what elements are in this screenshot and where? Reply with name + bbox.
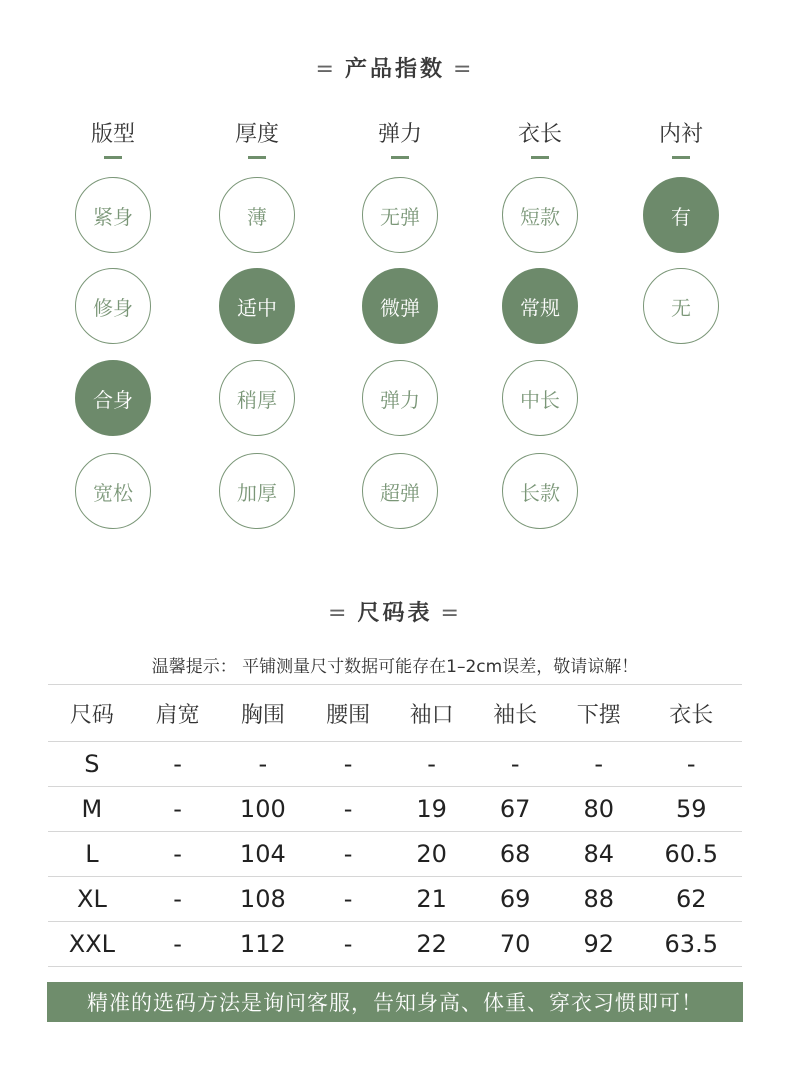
- attribute-option: 弹力: [362, 360, 438, 436]
- title-decoration: =: [440, 601, 462, 626]
- attribute-option-selected: 适中: [219, 268, 295, 344]
- size-value-cell: -: [306, 742, 390, 787]
- header-underline: [672, 156, 690, 159]
- attribute-option: 薄: [219, 177, 295, 253]
- product-index-title-text: 产品指数: [344, 57, 445, 82]
- size-value-cell: -: [641, 742, 743, 787]
- size-value-cell: -: [136, 877, 220, 922]
- size-table-header-cell: 袖口: [390, 685, 474, 742]
- size-value-cell: 63.5: [641, 922, 743, 967]
- attribute-header: 弹力: [377, 122, 422, 147]
- header-underline: [391, 156, 409, 159]
- size-value-cell: 60.5: [641, 832, 743, 877]
- size-table-header-cell: 袖长: [473, 685, 557, 742]
- size-value-cell: 68: [473, 832, 557, 877]
- attribute-option: 超弹: [362, 453, 438, 529]
- attribute-header: 版型: [90, 122, 135, 147]
- attribute-option: 长款: [502, 453, 578, 529]
- attribute-option: 紧身: [75, 177, 151, 253]
- size-value-cell: 21: [390, 877, 474, 922]
- attribute-column: [207, 118, 307, 159]
- header-underline: [248, 156, 266, 159]
- title-decoration: =: [315, 57, 337, 82]
- size-table-header-cell: 肩宽: [136, 685, 220, 742]
- size-value-cell: 112: [219, 922, 306, 967]
- size-table-header-cell: 衣长: [641, 685, 743, 742]
- size-value-cell: -: [557, 742, 641, 787]
- title-decoration: =: [328, 601, 350, 626]
- size-value-cell: 70: [473, 922, 557, 967]
- table-row: [48, 877, 742, 922]
- attribute-header: 衣长: [517, 122, 562, 147]
- attribute-option: 稍厚: [219, 360, 295, 436]
- header-underline: [531, 156, 549, 159]
- table-row: [48, 742, 742, 787]
- attribute-header: 厚度: [234, 122, 279, 147]
- size-value-cell: -: [219, 742, 306, 787]
- attribute-header: 内衬: [658, 122, 703, 147]
- attribute-option-selected: 合身: [75, 360, 151, 436]
- size-value-cell: 104: [219, 832, 306, 877]
- attribute-option: 短款: [502, 177, 578, 253]
- title-decoration: =: [453, 57, 475, 82]
- size-value-cell: 22: [390, 922, 474, 967]
- size-value-cell: 59: [641, 787, 743, 832]
- size-label-cell: S: [48, 742, 136, 787]
- table-row: [48, 922, 742, 967]
- size-value-cell: 62: [641, 877, 743, 922]
- attribute-option: 中长: [502, 360, 578, 436]
- size-value-cell: -: [136, 742, 220, 787]
- size-value-cell: -: [306, 787, 390, 832]
- size-label-cell: M: [48, 787, 136, 832]
- size-chart-title: [0, 596, 790, 627]
- size-table: [48, 684, 742, 967]
- size-value-cell: -: [306, 877, 390, 922]
- size-table-header-cell: 尺码: [48, 685, 136, 742]
- size-value-cell: 19: [390, 787, 474, 832]
- table-row: [48, 832, 742, 877]
- attribute-option: 宽松: [75, 453, 151, 529]
- size-value-cell: 67: [473, 787, 557, 832]
- size-table-header-row: [48, 685, 742, 742]
- size-value-cell: 108: [219, 877, 306, 922]
- size-value-cell: -: [306, 922, 390, 967]
- attribute-column: [63, 118, 163, 159]
- size-value-cell: 100: [219, 787, 306, 832]
- size-value-cell: 20: [390, 832, 474, 877]
- table-row: [48, 787, 742, 832]
- size-value-cell: 88: [557, 877, 641, 922]
- attribute-column: [631, 118, 731, 159]
- size-value-cell: -: [136, 787, 220, 832]
- size-value-cell: -: [473, 742, 557, 787]
- size-value-cell: -: [136, 832, 220, 877]
- size-value-cell: 69: [473, 877, 557, 922]
- attribute-option-selected: 微弹: [362, 268, 438, 344]
- size-value-cell: 84: [557, 832, 641, 877]
- attribute-column: [490, 118, 590, 159]
- size-value-cell: -: [306, 832, 390, 877]
- size-table-header-cell: 下摆: [557, 685, 641, 742]
- footer-banner: 精准的选码方法是询问客服，告知身高、体重、穿衣习惯即可！: [47, 982, 743, 1022]
- header-underline: [104, 156, 122, 159]
- size-label-cell: L: [48, 832, 136, 877]
- size-value-cell: -: [136, 922, 220, 967]
- attribute-option-selected: 有: [643, 177, 719, 253]
- attribute-option: 加厚: [219, 453, 295, 529]
- attribute-option: 修身: [75, 268, 151, 344]
- attribute-option: 无: [643, 268, 719, 344]
- size-table-body: [48, 742, 742, 967]
- attribute-option: 无弹: [362, 177, 438, 253]
- attribute-column: [350, 118, 450, 159]
- size-table-header-cell: 腰围: [306, 685, 390, 742]
- size-value-cell: -: [390, 742, 474, 787]
- size-table-header-cell: 胸围: [219, 685, 306, 742]
- size-value-cell: 80: [557, 787, 641, 832]
- product-index-title: [0, 52, 790, 83]
- attribute-option-selected: 常规: [502, 268, 578, 344]
- measurement-tip: 温馨提示： 平铺测量尺寸数据可能存在1–2cm误差，敬请谅解！: [151, 657, 639, 677]
- size-chart-title-text: 尺码表: [357, 601, 433, 626]
- size-label-cell: XXL: [48, 922, 136, 967]
- size-value-cell: 92: [557, 922, 641, 967]
- size-label-cell: XL: [48, 877, 136, 922]
